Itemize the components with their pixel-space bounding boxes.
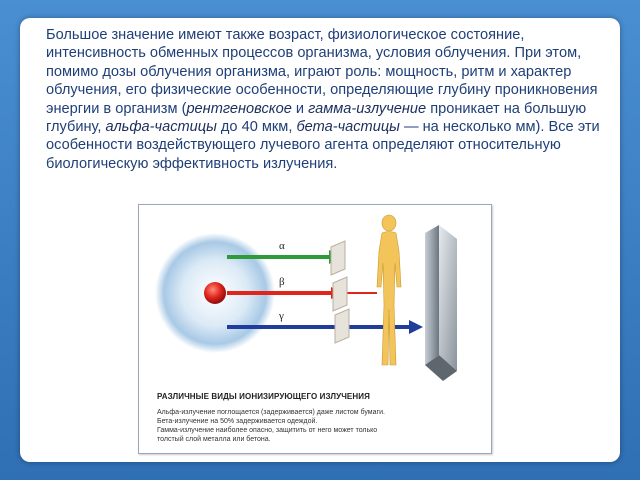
caption-line-beta: Бета-излучение на 50% задерживается одеждой. [157, 418, 318, 425]
alpha-label: α [279, 240, 285, 252]
caption-line-gamma-cont: толстый слой металла или бетона. [157, 436, 271, 443]
radioactive-source-icon [204, 282, 226, 304]
radiation-figure [138, 204, 492, 454]
concrete-slab-side [425, 225, 439, 365]
italic-term-gamma: гамма-излучение [308, 100, 427, 117]
caption-line-gamma: Гамма-излучение наиболее опасно, защитить от него может только [157, 427, 378, 434]
text-segment: проникает на большую глубину, [46, 100, 587, 136]
text-segment: до 40 мкм, [216, 119, 297, 136]
human-figure-icon [377, 215, 401, 365]
beta-label: β [279, 276, 285, 288]
italic-term-alpha: альфа-частицы [105, 119, 217, 136]
slide-card [20, 18, 620, 462]
third-sheet-icon [335, 309, 349, 343]
gamma-arrowhead [409, 320, 423, 334]
italic-term-beta: бета-частицы [296, 119, 400, 136]
gamma-label: γ [279, 310, 284, 322]
paper-sheet-icon [331, 241, 345, 275]
text-segment: — на несколько мм). Все эти особенности воздействующего лучевого агента определяют относительную биологическую эффективность излучения. [46, 119, 600, 172]
main-paragraph [46, 26, 602, 173]
clothing-sheet-icon [333, 277, 347, 311]
italic-term-xray: рентгеновское [186, 100, 292, 117]
caption-line-alpha: Альфа-излучение поглощается (задерживается) даже листом бумаги. [157, 409, 385, 416]
text-segment: и [291, 100, 309, 117]
concrete-slab-front [439, 225, 457, 371]
text-segment: Большое значение имеют также возраст, физиологическое состояние, интенсивность обменных процессов организма, условия облучения. При этом, помимо дозы облучения организма, играют роль: мощность, ритм и характер облучения, его физические особенности, определяющие глубину проникновения энергии в организм ( [46, 27, 598, 117]
caption-title: РАЗЛИЧНЫЕ ВИДЫ ИОНИЗИРУЮЩЕГО ИЗЛУЧЕНИЯ [157, 392, 370, 401]
